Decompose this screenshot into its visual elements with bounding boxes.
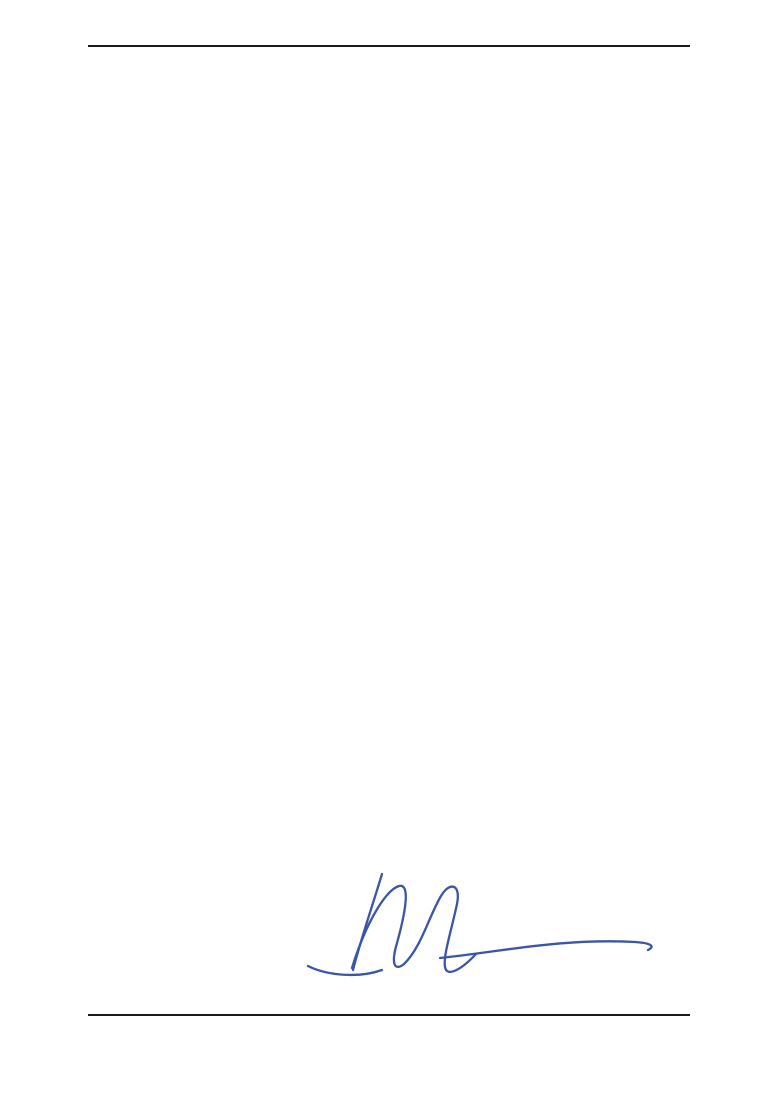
signature-ink — [290, 860, 670, 985]
company-stamp — [230, 895, 520, 910]
page-content — [88, 0, 690, 70]
page-footer — [88, 1014, 690, 1020]
page-header — [88, 0, 690, 47]
watermark — [6, 122, 777, 667]
